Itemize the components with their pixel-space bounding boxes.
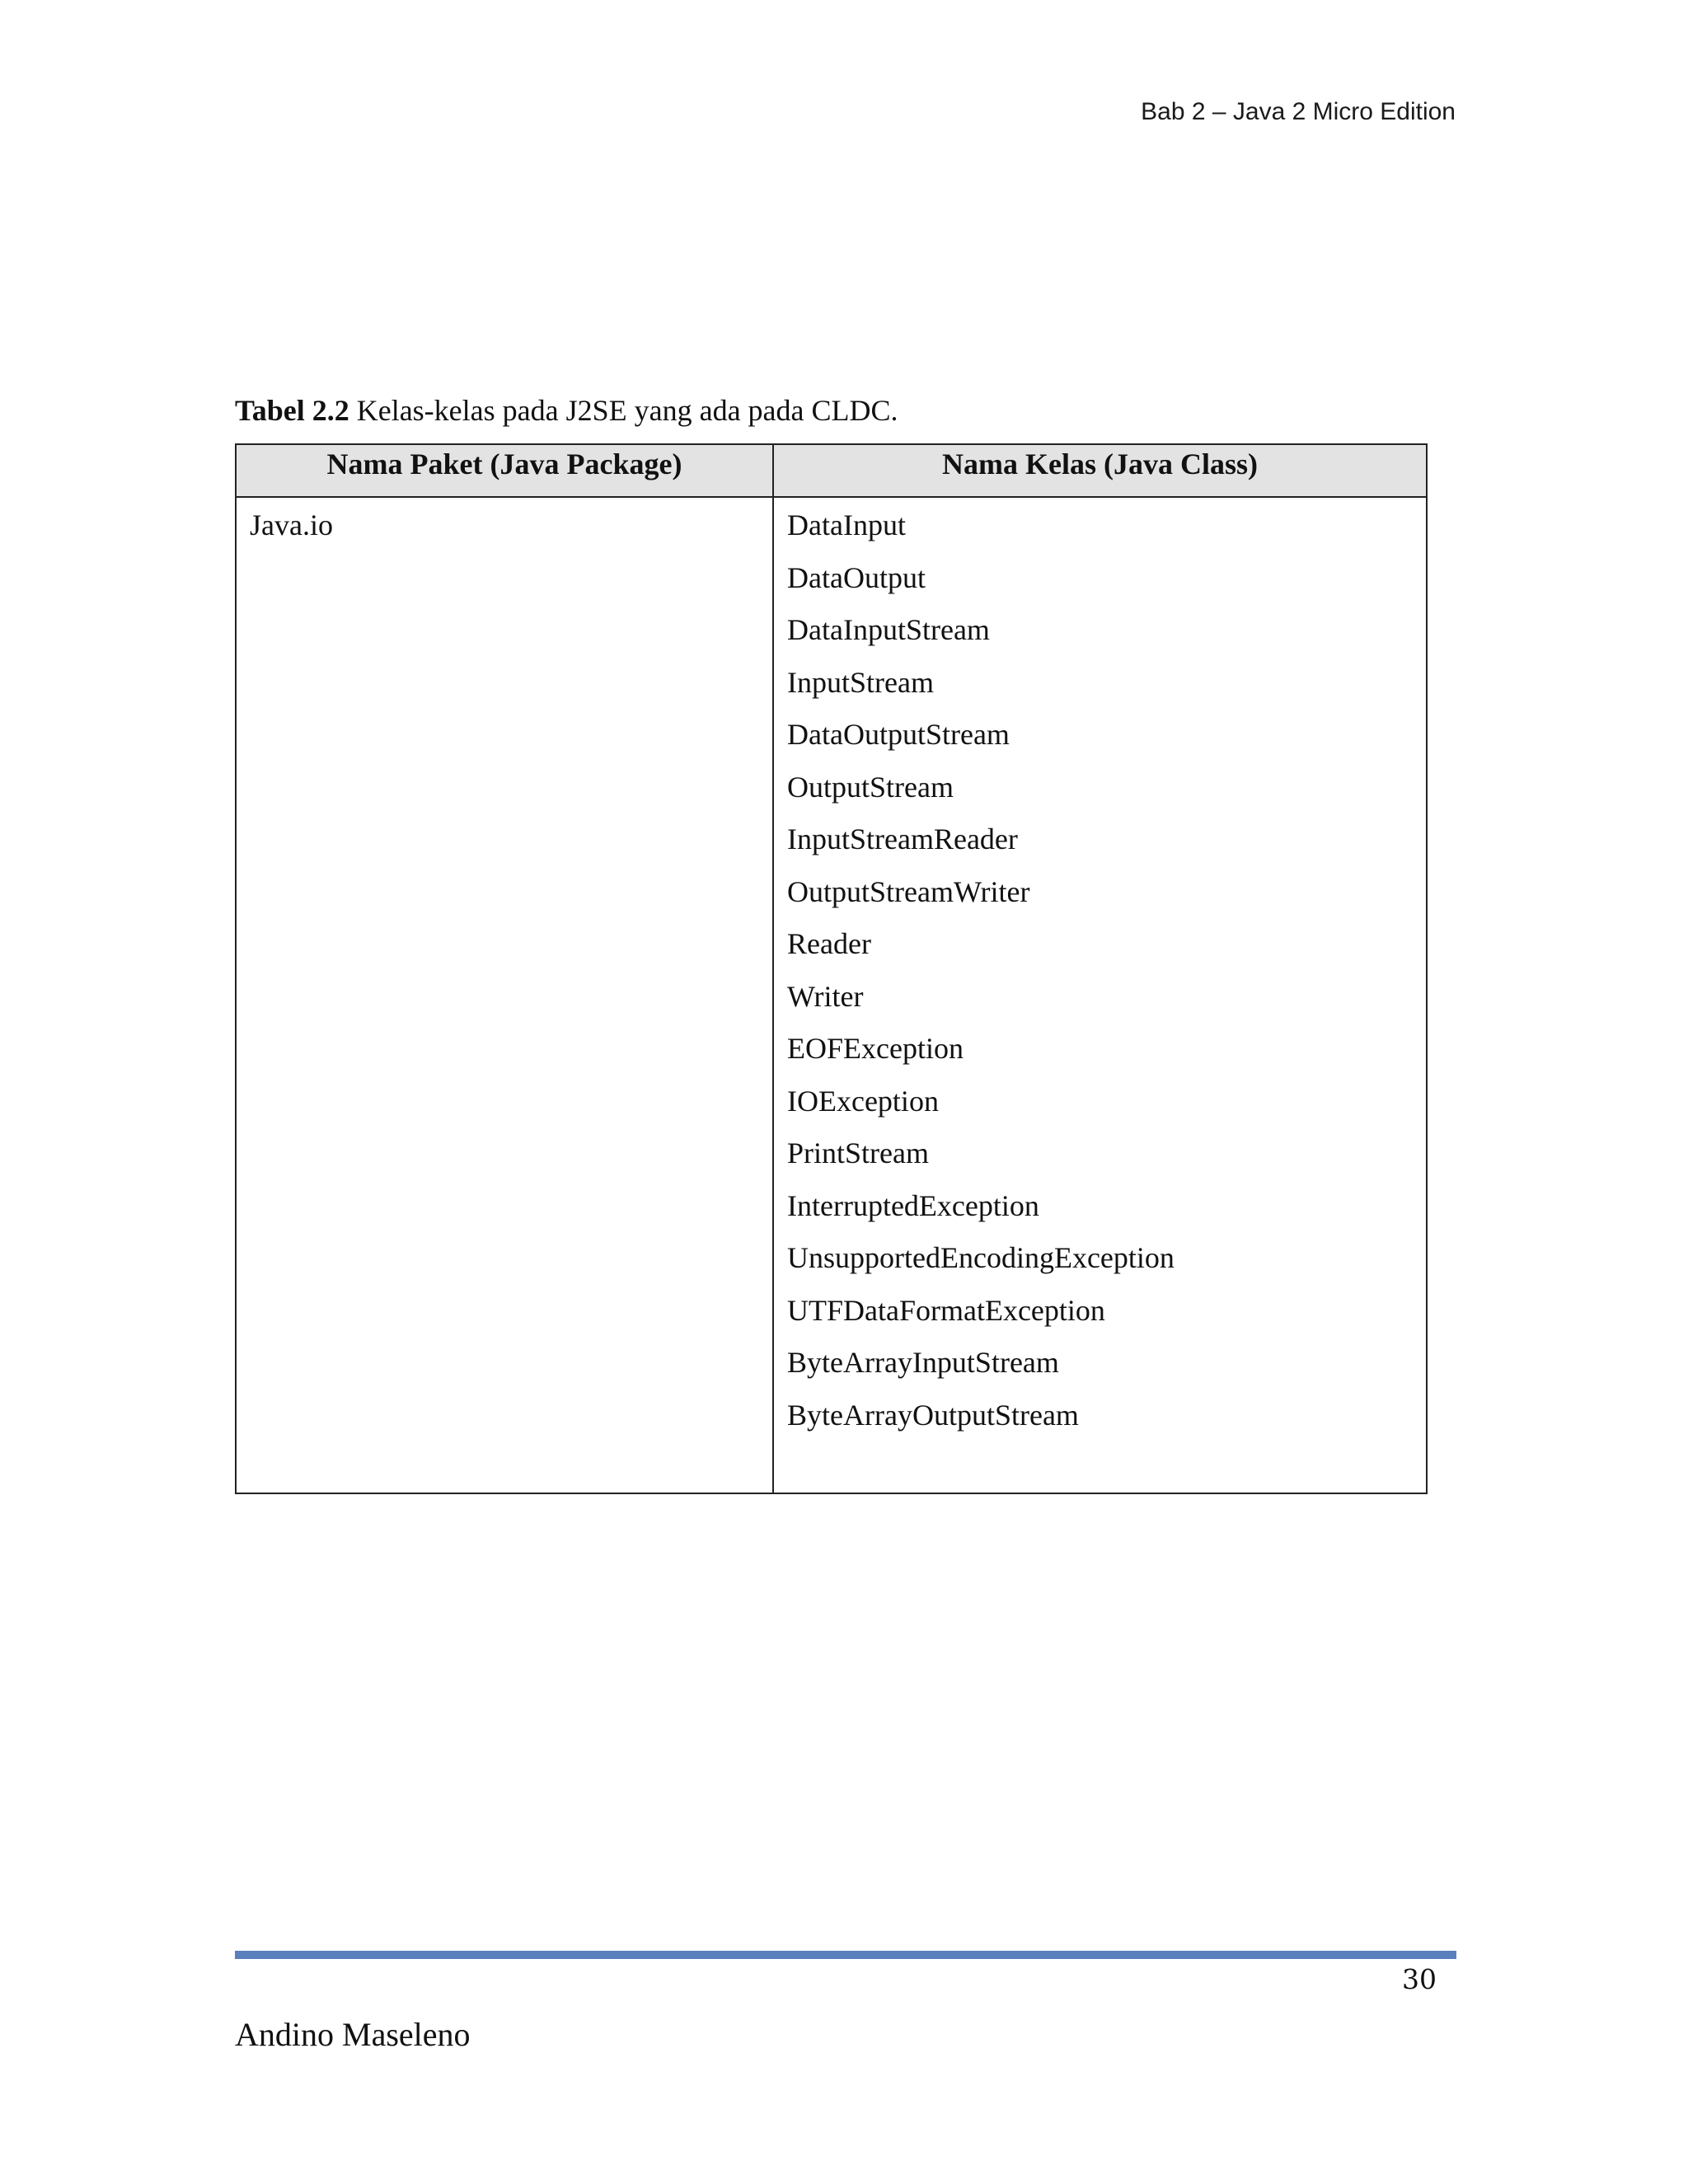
list-item: EOFException (787, 1032, 964, 1065)
list-item: InputStream (787, 665, 934, 699)
list-item: ByteArrayOutputStream (787, 1398, 1079, 1432)
list-item: UnsupportedEncodingException (787, 1241, 1175, 1274)
table-caption-text: Kelas-kelas pada J2SE yang ada pada CLDC. (349, 394, 898, 427)
list-item: DataOutput (787, 560, 926, 594)
list-item: DataInput (787, 509, 906, 541)
list-item: Reader (787, 927, 871, 960)
running-header: Bab 2 – Java 2 Micro Edition (1141, 98, 1456, 125)
footer-rule (235, 1951, 1456, 1959)
list-item: UTFDataFormatException (787, 1293, 1105, 1327)
column-header-package: Nama Paket (Java Package) (236, 444, 773, 497)
class-cell (773, 497, 1427, 1493)
package-cell: Java.io (236, 497, 773, 1493)
class-table (235, 443, 1428, 1494)
footer-author: Andino Maseleno (235, 2016, 471, 2053)
list-item: OutputStream (787, 770, 954, 804)
class-list (787, 499, 1413, 1441)
column-header-class: Nama Kelas (Java Class) (773, 444, 1427, 497)
table-caption-label: Tabel 2.2 (235, 394, 349, 427)
list-item: IOException (787, 1084, 939, 1118)
list-item: InputStreamReader (787, 823, 1018, 855)
table-row (236, 497, 1427, 1493)
list-item: InterruptedException (787, 1188, 1039, 1222)
list-item: ByteArrayInputStream (787, 1346, 1059, 1379)
list-item: Writer (787, 979, 864, 1013)
table-caption (235, 391, 898, 430)
list-item: PrintStream (787, 1137, 929, 1169)
list-item: OutputStreamWriter (787, 874, 1030, 908)
list-item: DataInputStream (787, 613, 990, 646)
table-header-row (236, 444, 1427, 497)
page-number: 30 (1402, 1963, 1437, 1995)
list-item: DataOutputStream (787, 718, 1010, 751)
